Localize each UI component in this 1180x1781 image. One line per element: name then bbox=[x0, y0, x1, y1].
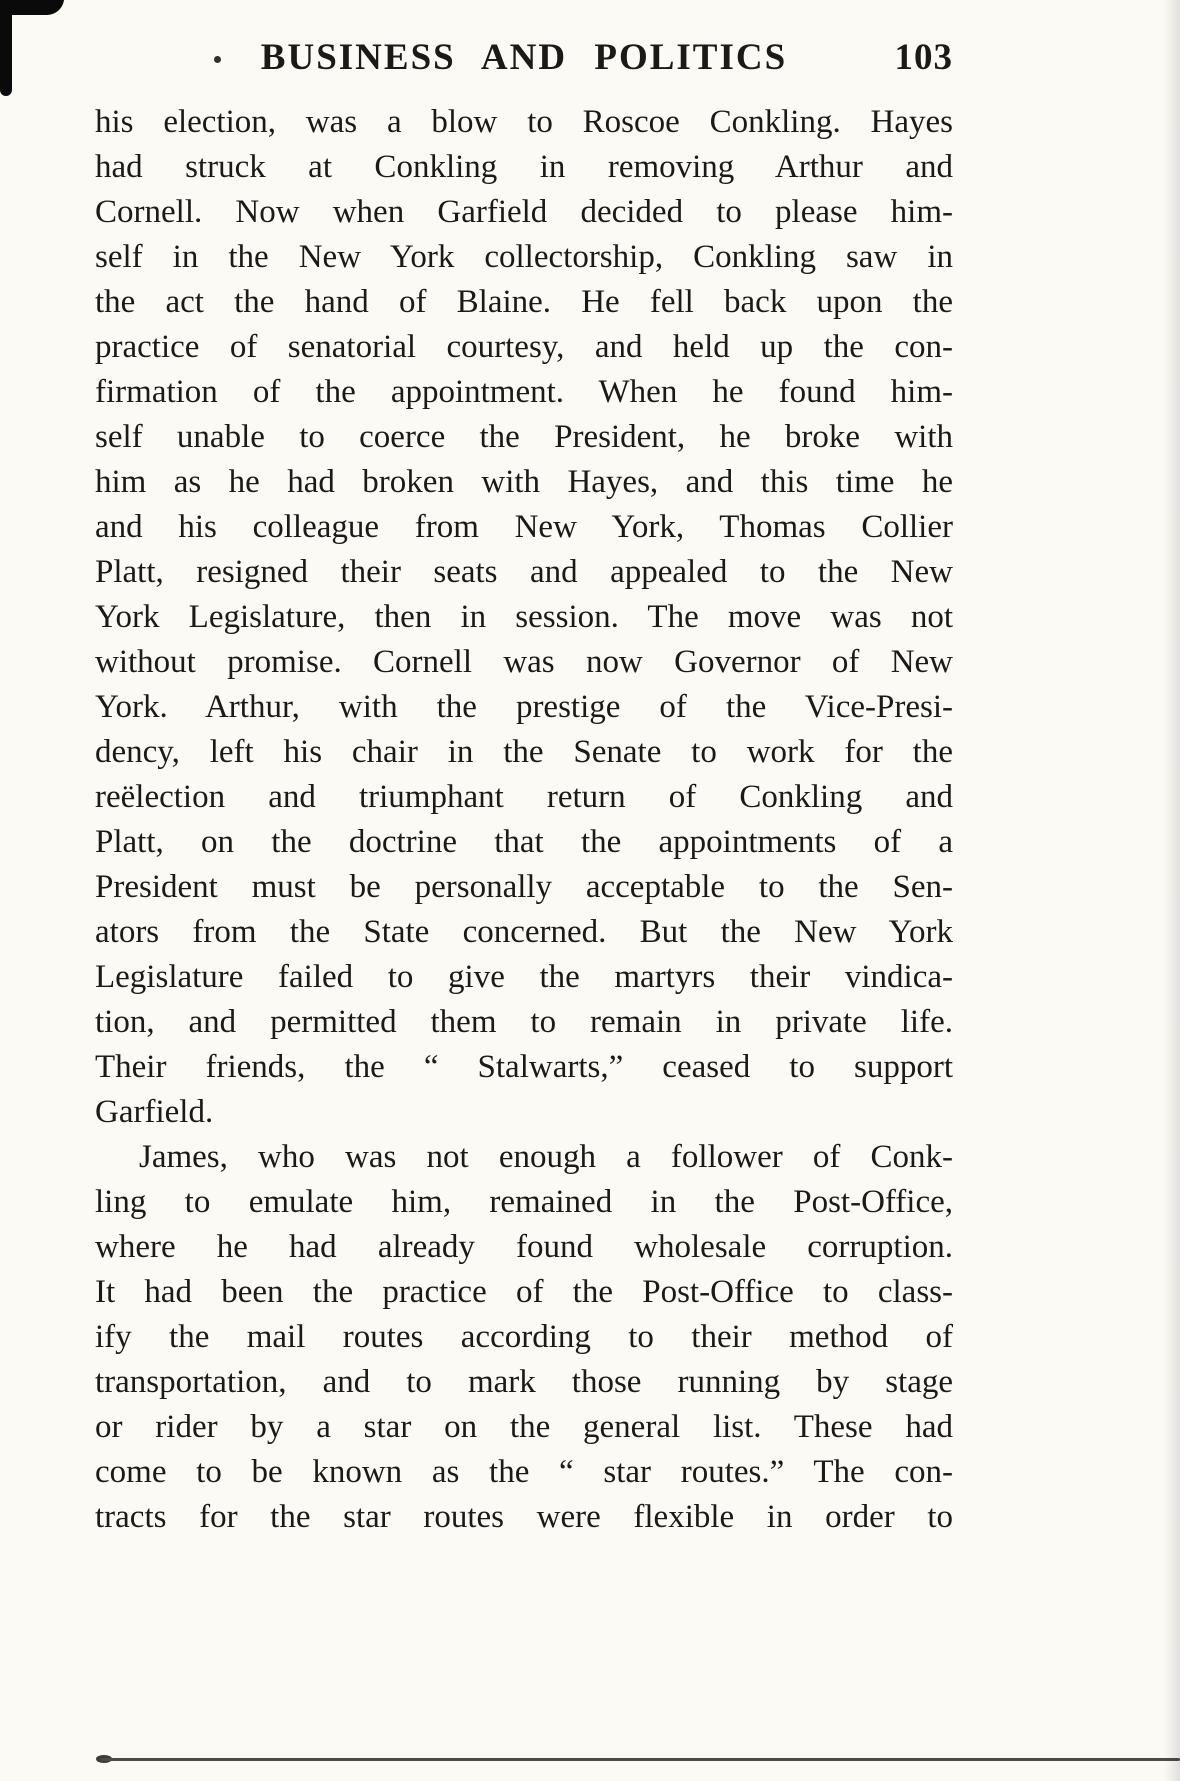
text-line: firmation of the appointment. When he found him- bbox=[95, 374, 953, 410]
scan-line-bottom-icon bbox=[100, 1758, 1180, 1761]
scan-mark-top-left-icon bbox=[0, 0, 64, 15]
scan-mark-left-edge-icon bbox=[0, 0, 12, 96]
text-body bbox=[95, 100, 953, 1540]
text-line: Garfield. bbox=[95, 1094, 214, 1130]
paragraph bbox=[95, 100, 953, 1135]
text-line: Their friends, the “ Stalwarts,” ceased to support bbox=[95, 1049, 953, 1085]
text-line: tion, and permitted them to remain in private life. bbox=[95, 1004, 953, 1040]
text-line: ify the mail routes according to their method of bbox=[95, 1319, 953, 1355]
page-number: 103 bbox=[894, 37, 953, 78]
text-line: York Legislature, then in session. The move was not bbox=[95, 599, 953, 635]
text-line: where he had already found wholesale corruption. bbox=[95, 1229, 953, 1265]
text-line: reëlection and triumphant return of Conkling and bbox=[95, 779, 953, 815]
text-line: transportation, and to mark those running by stage bbox=[95, 1364, 953, 1400]
text-line: his election, was a blow to Roscoe Conkling. Hayes bbox=[95, 104, 953, 140]
text-line: ling to emulate him, remained in the Post-Office, bbox=[95, 1184, 953, 1220]
text-line: President must be personally acceptable to the Sen- bbox=[95, 869, 953, 905]
text-line: dency, left his chair in the Senate to work for the bbox=[95, 734, 953, 770]
running-title: BUSINESS AND POLITICS bbox=[260, 37, 788, 78]
text-line: the act the hand of Blaine. He fell back upon the bbox=[95, 284, 953, 320]
text-line: self in the New York collectorship, Conkling saw in bbox=[95, 239, 953, 275]
text-line: without promise. Cornell was now Governor of New bbox=[95, 644, 953, 680]
text-line: self unable to coerce the President, he broke with bbox=[95, 419, 953, 455]
text-line: him as he had broken with Hayes, and this time he bbox=[95, 464, 953, 500]
text-line: Platt, resigned their seats and appealed to the New bbox=[95, 554, 953, 590]
text-line: tracts for the star routes were flexible in order to bbox=[95, 1499, 953, 1535]
text-line: York. Arthur, with the prestige of the Vice-Presi- bbox=[95, 689, 953, 725]
scan-blob-bottom-icon bbox=[96, 1755, 112, 1763]
text-line: Legislature failed to give the martyrs their vindica- bbox=[95, 959, 953, 995]
text-line: come to be known as the “ star routes.” The con- bbox=[95, 1454, 953, 1490]
text-line: or rider by a star on the general list. These had bbox=[95, 1409, 953, 1445]
text-line: Platt, on the doctrine that the appointments of a bbox=[95, 824, 953, 860]
text-line: Cornell. Now when Garfield decided to please him- bbox=[95, 194, 953, 230]
text-line: James, who was not enough a follower of Conk- bbox=[139, 1139, 953, 1175]
text-line: It had been the practice of the Post-Office to class- bbox=[95, 1274, 953, 1310]
text-line: had struck at Conkling in removing Arthur and bbox=[95, 149, 953, 185]
text-line: ators from the State concerned. But the New York bbox=[95, 914, 953, 950]
paragraph bbox=[95, 1135, 953, 1540]
text-line: practice of senatorial courtesy, and held up the con- bbox=[95, 329, 953, 365]
text-line: and his colleague from New York, Thomas Collier bbox=[95, 509, 953, 545]
page-header bbox=[95, 36, 953, 79]
